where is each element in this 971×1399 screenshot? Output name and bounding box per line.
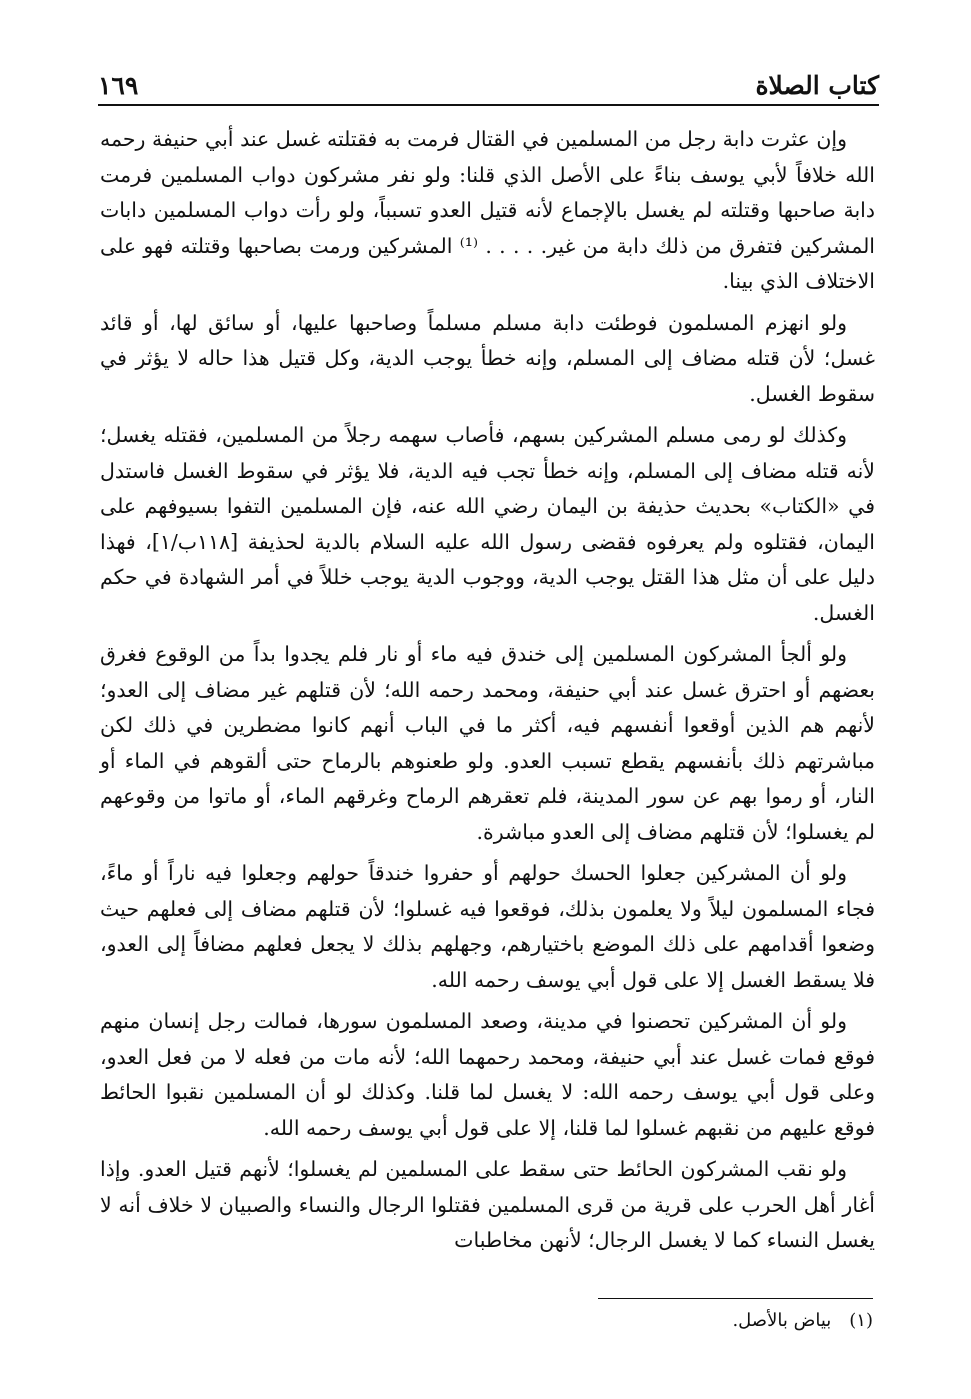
paragraph: ولو أن المشركين جعلوا الحسك حولهم أو حفروا خندقاً حولهم وجعلوا فيه ناراً أو ماءً، فجاء المسلمون ليلاً ولا يعلمون بذلك، فوقعوا فيه غسلوا؛ لأن قتلهم مضاف إلى فعلهم حيث وضعوا أقدامهم على ذلك الموضع باختيارهم، وجهلهم بذلك لا يجعل فعلهم مضافاً إلى العدو، فلا يسقط الغسل إلا على قول أبي يوسف رحمه الله. [100,861,875,992]
paragraph: ولو انهزم المسلمون فوطئت دابة مسلم مسلماً وصاحبها عليها، أو سائق لها، أو قائد غسل؛ لأن قتله مضاف إلى المسلم، وإنه خطأ يوجب الدية، وكل قتيل هذا حاله لا يؤثر في سقوط الغسل. [100,310,875,406]
paragraph: ولو نقب المشركون الحائط حتى سقط على المسلمين لم يغسلوا؛ لأنهم قتيل العدو. وإذا أغار أهل الحرب على قرية من قرى المسلمين فقتلوا الرجال والنساء والصبيان لا خلاف أنه لا يغسل النساء كما لا يغسل الرجال؛ لأنهن مخاطبات [100,1157,875,1252]
footnote [473,1306,873,1336]
running-title: كتاب الصلاة [755,71,879,100]
page-number: ١٦٩ [98,71,139,100]
page-header [98,60,879,100]
footnote-rule [598,1298,873,1299]
footnote-number: (١) [849,1310,873,1331]
main-text [100,122,875,1265]
paragraph: وكذلك لو رمى مسلم المشركين بسهم، فأصاب سهمه رجلاً من المسلمين، فقتله يغسل؛ لأنه قتله مضاف إلى المسلم، وإنه خطأ تجب فيه الدية، فلا يؤثر في سقوط الغسل فاستدل في «الكتاب» بحديث حذيفة بن اليمان رضي الله عنه، فإن المسلمين التفوا بسيوفهم على اليمان، فقتلوه ولم يعرفوه فقضى رسول الله عليه السلام بالدية لحذيفة [١١٨ب/١]، فهذا دليل على أن مثل هذا القتل يوجب الدية، ووجوب الدية يوجب خللاً في أمر الشهادة في حكم الغسل. [100,423,875,625]
paragraph: ولو أن المشركين تحصنوا في مدينة، وصعد المسلمون سورها، فمالت رجل إنسان منهم فوقع فمات غسل عند أبي حنيفة، ومحمد رحمهما الله؛ لأنه مات من فعله لا من فعل العدو، وعلى قول أبي يوسف رحمه الله: لا يغسل لما قلنا. وكذلك لو أن المسلمين نقبوا الحائط فوقع عليهم من نقبهم غسلوا لما قلنا، إلا على قول أبي يوسف رحمه الله. [100,1009,875,1140]
paragraph: ولو ألجأ المشركون المسلمين إلى خندق فيه ماء أو نار فلم يجدوا بداً من الوقوع فغرق بعضهم أو احترق غسل عند أبي حنيفة، ومحمد رحمه الله؛ لأن قتلهم غير مضاف إلى العدو؛ لأنهم هم الذين أوقعوا أنفسهم فيه، أكثر ما في الباب أنهم كانوا مضطرين في ذلك لكن مباشرتهم ذلك بأنفسهم يقطع تسبب العدو. ولو طعنوهم بالرماح حتى ألقوهم في الماء أو النار، أو رموا بهم عن سور المدينة، فلم تعقرهم الرماح وغرقهم الماء، أو ماتوا من وقوعهم لم يغسلوا؛ لأن قتلهم مضاف إلى العدو مباشرة. [100,642,875,844]
footnote-text: بياض بالأصل. [732,1310,832,1331]
header-rule [98,104,879,106]
paragraph: وإن عثرت دابة رجل من المسلمين في القتال فرمت به فقتلته غسل عند أبي حنيفة رحمه الله خلافاً لأبي يوسف بناءً على الأصل الذي قلنا: ولو نفر مشركون دواب المسلمين فرمت دابة صاحبها وقتلته لم يغسل بالإجماع لأنه قتيل العدو تسبباً، ولو رأت دواب المسلمين دابات المشركين فتفرق من ذلك دابة من غير. . . . . ⁽¹⁾ المشركين ورمت بصاحبها وقتلته فهو على الاختلاف الذي بينا. [100,127,876,293]
